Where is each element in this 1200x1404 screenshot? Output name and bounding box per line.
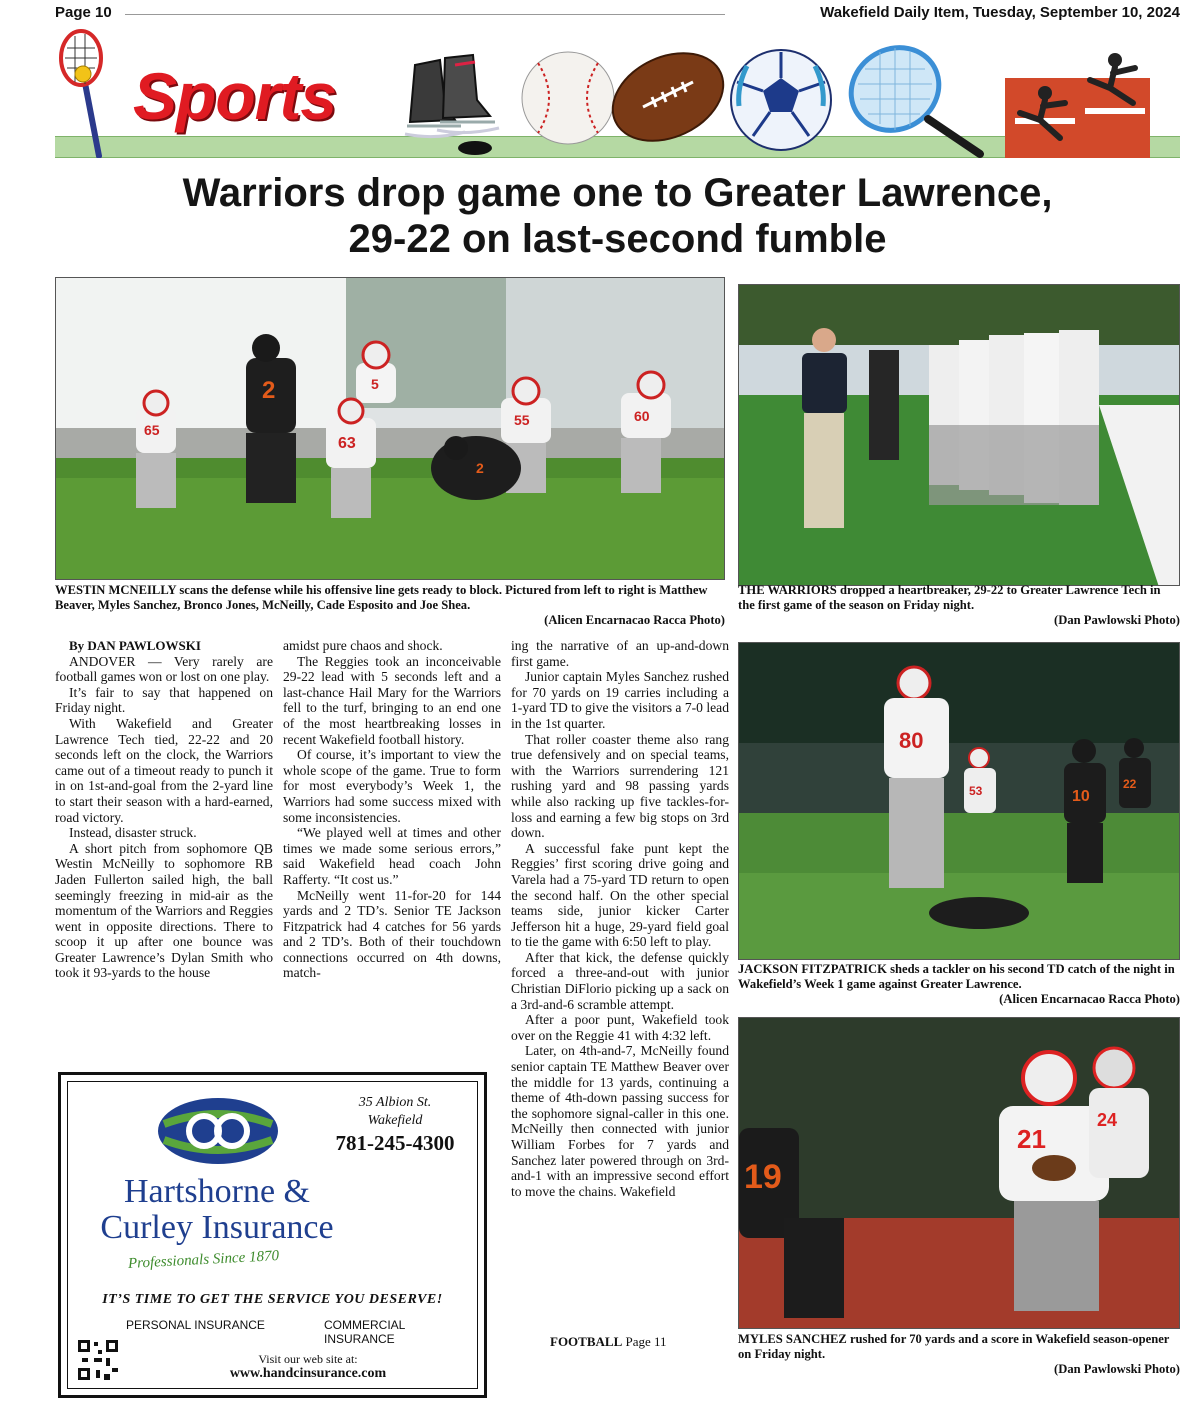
hockey-puck-icon	[455, 138, 495, 158]
photo-credit: (Alicen Encarnacao Racca Photo)	[999, 992, 1180, 1006]
page-header	[55, 4, 1180, 26]
lacrosse-stick-icon	[55, 28, 125, 158]
main-photo-illustration	[56, 278, 725, 580]
paragraph: ing the narrative of an up-and-down first game.	[511, 638, 729, 669]
paragraph: It’s fair to say that happened on Friday night.	[55, 684, 273, 716]
ad-inner-border	[67, 1081, 478, 1389]
newspaper-dateline: Wakefield Daily Item, Tuesday, September 10, 2024	[820, 4, 1180, 21]
jump-page: Page 11	[625, 1334, 667, 1349]
paragraph: amidst pure chaos and shock.	[283, 638, 443, 653]
caption-text: THE WARRIORS dropped a heartbreaker, 29-22 to Greater Lawrence Tech in the first game of the season on Friday night.	[738, 583, 1161, 612]
run-photo-caption	[738, 1332, 1180, 1377]
jersey-number: 24	[1097, 1110, 1118, 1130]
paragraph: That roller coaster theme also rang true defensively and on special teams, with the Warriors surrendering 121 rushing yard and 98 passing yards while also racking up five tackles-for-loss and earning a few big stops on 3rd down.	[511, 731, 729, 841]
receiver-figure	[884, 667, 949, 888]
jersey-number: 22	[1123, 777, 1137, 791]
caption-text: JACKSON FITZPATRICK sheds a tackler on his second TD catch of the night in Wakefield’s Week 1 game against Greater Lawrence.	[738, 962, 1175, 991]
paragraph: ANDOVER — Very rarely are football games won or lost on one play.	[55, 653, 273, 685]
ad-website-link[interactable]: www.handcinsurance.com	[229, 1366, 387, 1381]
tennis-racket-icon	[840, 44, 990, 162]
coach-figure	[802, 328, 847, 528]
ad-address	[325, 1094, 465, 1155]
sports-banner	[55, 28, 1180, 160]
article-column-2	[283, 638, 501, 981]
paragraph: With Wakefield and Greater Lawrence Tech tied, 22-22 and 20 seconds left on the clock, the Warriors came out of a timeout ready to punch it in on 1st-and-goal from the 2-yard line to start their season with a hard-earned, road victory.	[55, 715, 273, 825]
paragraph: McNeilly went 11-for-20 for 144 yards and 2 TD’s. Senior TE Jackson Fitzpatrick had 4 catches for 56 yards and 2 TD’s. Both of their touchdown connections occurred on 4th downs, match-	[283, 887, 501, 981]
continued-on-jump	[550, 1334, 667, 1350]
paragraph: A successful fake punt kept the Reggies’ first scoring drive going and Varela had a 75-yard TD return to open the second half. On the other special teams side, junior kicker Carter Jefferson hit a huge, 29-yard field goal to tie the game with 6:50 left to play.	[511, 840, 729, 950]
catch-photo-illustration	[739, 643, 1180, 960]
jersey-number: 19	[744, 1158, 782, 1196]
jersey-number: 10	[1072, 788, 1090, 805]
qr-code-icon[interactable]	[76, 1338, 120, 1382]
run-photo	[738, 1017, 1180, 1329]
paragraph: Instead, disaster struck.	[69, 825, 197, 841]
ad-slogan: IT’S TIME TO GET THE SERVICE YOU DESERVE!	[102, 1292, 443, 1307]
anthem-photo-caption	[738, 583, 1180, 628]
byline: By DAN PAWLOWSKI	[69, 638, 201, 653]
photo-credit: (Dan Pawlowski Photo)	[1054, 613, 1180, 627]
photo-credit: (Dan Pawlowski Photo)	[1054, 1362, 1180, 1376]
run-photo-illustration	[739, 1018, 1180, 1329]
ad-street: 35 Albion St.	[358, 1095, 432, 1110]
baseball-icon	[518, 48, 618, 148]
paragraph: “We played well at times and other times we made some serious errors,” said Wakefield head coach John Rafferty. “It cost us.”	[283, 825, 501, 887]
jersey-number: 63	[338, 435, 356, 452]
anthem-photo	[738, 284, 1180, 586]
catch-photo	[738, 642, 1180, 960]
headline-line-1: Warriors drop game one to Greater Lawrence,	[182, 171, 1053, 215]
caption-text: MYLES SANCHEZ rushed for 70 yards and a score in Wakefield season-opener on Friday night.	[738, 1332, 1170, 1361]
article-column-1	[55, 638, 273, 981]
anthem-photo-illustration	[739, 285, 1180, 586]
paragraph: Later, on 4th-and-7, McNeilly found senior captain TE Matthew Beaver over the middle for 13 yards, continuing a theme of 4th-down passing success for the sophomore signal-caller in this one. McNeilly then connected with junior William Forbes for 7 yards and Sanchez later powered through on 3rd-and-1 with an impressive second effort to move the chains. Wakefield	[511, 1043, 729, 1199]
main-photo-offensive-line	[55, 277, 725, 580]
paragraph: The Reggies took an inconceivable 29-22 lead with 5 seconds left and a last-chance Hail Mary for the Warriors fell to the turf, bringing to an end one of the most heartbreaking losses in recent Wakefield football history.	[283, 653, 501, 747]
jump-word: FOOTBALL	[550, 1334, 623, 1349]
ad-company-name	[72, 1174, 362, 1246]
soccer-ball-icon	[727, 46, 835, 154]
hurdlers-icon	[1005, 48, 1150, 158]
jersey-number: 80	[899, 728, 924, 753]
main-photo-caption	[55, 583, 725, 628]
ad-visit-label: Visit our web site at:	[258, 1352, 358, 1366]
article-column-3	[511, 638, 729, 1396]
ad-company-line-1: Hartshorne &	[123, 1173, 310, 1210]
ad-service-personal: PERSONAL INSURANCE	[126, 1318, 265, 1332]
section-title: Sports	[133, 59, 337, 133]
paragraph: Junior captain Myles Sanchez rushed for 70 yards on 19 carries including a 1-yard TD to give the visitors a 7-0 lead in the 1st quarter.	[511, 669, 729, 731]
paragraph: After that kick, the defense quickly forced a three-and-out with junior Christian DiFlorio picking up a sack on a 3rd-and-6 scramble attempt.	[511, 949, 729, 1012]
ad-tagline: Professionals Since 1870	[127, 1248, 280, 1272]
catch-photo-caption	[738, 962, 1180, 1007]
page-number: Page 10	[55, 4, 112, 21]
jersey-number: 55	[514, 412, 530, 428]
insurance-advertisement[interactable]	[58, 1072, 487, 1398]
jersey-number: 21	[1017, 1124, 1046, 1154]
ad-phone[interactable]: 781-245-4300	[335, 1131, 455, 1155]
jersey-number: 5	[371, 376, 379, 392]
header-rule	[125, 14, 725, 15]
headline-line-2: 29-22 on last-second fumble	[348, 217, 887, 261]
jersey-number: 2	[262, 377, 276, 404]
jersey-number: 60	[634, 408, 650, 424]
paragraph: Of course, it’s important to view the whole scope of the game. True to form for most everybody’s Week 1, the Warriors had some success mixed with some inconsistencies.	[283, 747, 501, 825]
photo-credit: (Alicen Encarnacao Racca Photo)	[544, 613, 725, 627]
jersey-number: 53	[969, 784, 983, 798]
ad-company-line-2: Curley Insurance	[100, 1209, 334, 1246]
paragraph: A short pitch from sophomore QB Westin McNeilly to sophomore RB Jaden Fullerton sailed high, the ball seemingly freezing in mid-air as the momentum of the Warriors and Reggies went in opposite directions. There to scoop it up after one bounce was Greater Lawrence’s Dylan Smith who took it 93-yards to the house	[55, 840, 273, 981]
paragraph: After a poor punt, Wakefield took over on the Reggie 41 with 4:32 left.	[511, 1012, 729, 1043]
jersey-number: 65	[144, 422, 160, 438]
ad-service-commercial: COMMERCIAL INSURANCE	[324, 1318, 405, 1346]
article-headline	[55, 170, 1180, 262]
football-icon	[608, 42, 728, 152]
ad-town: Wakefield	[367, 1113, 423, 1128]
insurance-logo-icon	[156, 1096, 280, 1166]
jersey-number: 2	[476, 460, 484, 476]
caption-text: WESTIN MCNEILLY scans the defense while his offensive line gets ready to block. Pictured from left to right is Matthew Beaver, Myles Sanchez, Bronco Jones, McNeilly, Cade Esposito and Joe Shea.	[55, 583, 708, 612]
